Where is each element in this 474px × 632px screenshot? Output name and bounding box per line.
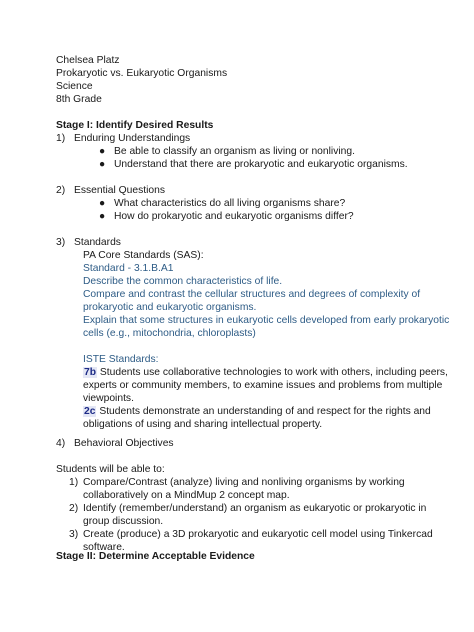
objective-line: collaboratively on a MindMup 2 concept map.	[83, 490, 290, 501]
pa-standard-line: Compare and contrast the cellular structures and degrees of complexity of	[83, 289, 421, 300]
objective-line: group discussion.	[83, 516, 164, 527]
iste-standards-heading: ISTE Standards:	[83, 354, 159, 365]
grade-level: 8th Grade	[56, 94, 102, 105]
section-number: 3)	[56, 237, 66, 248]
iste-line: experts or community members, to examine issues and problems from multiple	[83, 380, 443, 391]
iste-line: Students use collaborative technologies to work with others, including peers,	[97, 367, 448, 378]
bullet-icon: ●	[99, 211, 106, 222]
bullet-item: What characteristics do all living organisms share?	[114, 198, 346, 209]
iste-standard-7b	[83, 367, 448, 380]
iste-tag-2c: 2c	[84, 406, 96, 417]
objective-number: 3)	[69, 529, 79, 540]
behavioral-objectives-heading: Behavioral Objectives	[74, 438, 174, 449]
objective-number: 1)	[69, 477, 79, 488]
author-name: Chelsea Platz	[56, 55, 120, 66]
iste-standard-2c	[83, 406, 431, 419]
pa-standard-line: cells (e.g., mitochondria, chloroplasts)	[83, 328, 256, 339]
students-intro: Students will be able to:	[56, 464, 165, 475]
bullet-icon: ●	[99, 159, 106, 170]
section-number: 4)	[56, 438, 66, 449]
iste-line: Students demonstrate an understanding of and respect for the rights and	[96, 406, 431, 417]
essential-questions-heading: Essential Questions	[74, 185, 166, 196]
document-title: Prokaryotic vs. Eukaryotic Organisms	[56, 68, 228, 79]
enduring-understandings-heading: Enduring Understandings	[74, 133, 191, 144]
section-number: 1)	[56, 133, 66, 144]
iste-line: obligations of using and sharing intellectual property.	[83, 419, 323, 430]
objective-line: Identify (remember/understand) an organism as eukaryotic or prokaryotic in	[83, 503, 427, 514]
iste-line: viewpoints.	[83, 393, 134, 404]
standards-heading: Standards	[74, 237, 121, 248]
pa-standards-heading: PA Core Standards (SAS):	[83, 250, 204, 261]
bullet-item: How do prokaryotic and eukaryotic organisms differ?	[114, 211, 354, 222]
pa-standard-line: Describe the common characteristics of life.	[83, 276, 283, 287]
objective-line: Create (produce) a 3D prokaryotic and eukaryotic cell model using Tinkercad	[83, 529, 433, 540]
bullet-icon: ●	[99, 198, 106, 209]
pa-standard-line: Standard - 3.1.B.A1	[83, 263, 174, 274]
pa-standard-line: prokaryotic and eukaryotic organisms.	[83, 302, 257, 313]
objective-number: 2)	[69, 503, 79, 514]
objective-line: Compare/Contrast (analyze) living and nonliving organisms by working	[83, 477, 405, 488]
iste-tag-7b: 7b	[84, 367, 97, 378]
pa-standard-line: Explain that some structures in eukaryotic cells developed from early prokaryotic	[83, 315, 450, 326]
stage-2-heading: Stage II: Determine Acceptable Evidence	[56, 551, 255, 562]
bullet-item: Be able to classify an organism as living or nonliving.	[114, 146, 355, 157]
objective-line: software.	[83, 542, 125, 553]
bullet-item: Understand that there are prokaryotic and eukaryotic organisms.	[114, 159, 408, 170]
bullet-icon: ●	[99, 146, 106, 157]
stage-1-heading: Stage I: Identify Desired Results	[56, 120, 214, 131]
subject: Science	[56, 81, 93, 92]
section-number: 2)	[56, 185, 66, 196]
